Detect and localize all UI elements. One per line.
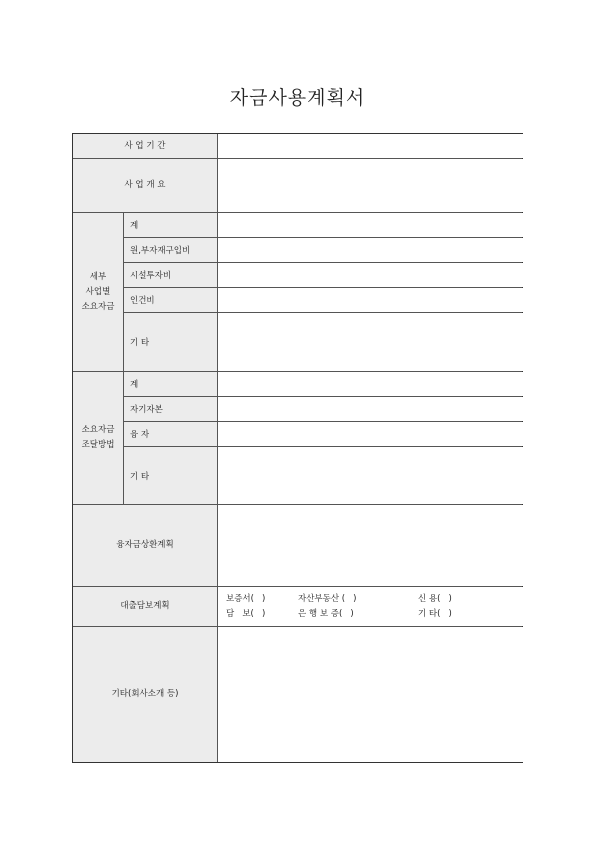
divider xyxy=(123,421,522,422)
option-collateral[interactable]: 담 보( ) xyxy=(226,609,266,619)
label-detail-group-line2: 사업별 xyxy=(85,286,111,297)
label-funding-equity: 자기자본 xyxy=(124,397,217,421)
label-collateral-plan: 대출담보계획 xyxy=(73,587,217,626)
divider xyxy=(123,287,522,288)
field-repayment-plan[interactable] xyxy=(218,505,523,586)
field-detail-labor[interactable] xyxy=(218,288,523,312)
label-funding-loan: 융 자 xyxy=(124,422,217,446)
label-detail-group-line3: 소요자금 xyxy=(81,301,115,312)
document-title: 자금사용계획서 xyxy=(229,87,366,109)
field-business-overview[interactable] xyxy=(218,159,523,212)
divider xyxy=(123,237,522,238)
divider xyxy=(123,312,522,313)
label-detail-other: 기 타 xyxy=(124,313,217,371)
divider xyxy=(73,504,522,505)
field-detail-material[interactable] xyxy=(218,238,523,262)
label-funding-group xyxy=(73,372,123,504)
label-misc: 기타(회사소개 등) xyxy=(73,627,217,762)
option-credit[interactable]: 신 용( ) xyxy=(418,594,452,604)
divider xyxy=(73,158,522,159)
option-real-estate[interactable]: 자산부동산 ( ) xyxy=(298,594,357,604)
divider xyxy=(123,212,124,504)
label-business-period: 사 업 기 간 xyxy=(73,134,217,158)
divider xyxy=(73,371,522,372)
label-detail-group-line1: 세부 xyxy=(89,271,107,282)
field-detail-facility[interactable] xyxy=(218,263,523,287)
field-funding-loan[interactable] xyxy=(218,422,523,446)
label-funding-other: 기 타 xyxy=(124,447,217,504)
field-detail-other[interactable] xyxy=(218,313,523,371)
field-misc[interactable] xyxy=(218,627,523,762)
divider xyxy=(123,262,522,263)
label-detail-labor: 인건비 xyxy=(124,288,217,312)
fund-plan-form xyxy=(72,133,523,763)
divider xyxy=(73,626,522,627)
field-collateral-plan xyxy=(218,587,523,626)
field-detail-total[interactable] xyxy=(218,213,523,237)
label-detail-total: 계 xyxy=(124,213,217,237)
label-funding-group-line1: 소요자금 xyxy=(81,425,115,435)
divider xyxy=(123,446,522,447)
option-bank-guarantee[interactable]: 은 행 보 증( ) xyxy=(298,609,354,619)
divider xyxy=(73,586,522,587)
label-business-overview: 사 업 개 요 xyxy=(73,159,217,212)
field-funding-other[interactable] xyxy=(218,447,523,504)
label-funding-group-line2: 조달방법 xyxy=(81,440,115,450)
divider xyxy=(123,396,522,397)
divider xyxy=(217,134,218,762)
label-detail-facility: 시설투자비 xyxy=(124,263,217,287)
field-funding-total[interactable] xyxy=(218,372,523,396)
field-business-period[interactable] xyxy=(218,134,523,158)
label-detail-group xyxy=(73,213,123,371)
field-funding-equity[interactable] xyxy=(218,397,523,421)
label-funding-total: 계 xyxy=(124,372,217,396)
label-detail-material: 원,부자재구입비 xyxy=(124,238,217,262)
option-other[interactable]: 기 타( ) xyxy=(418,609,452,619)
label-repayment-plan: 융자금상환계획 xyxy=(73,505,217,586)
divider xyxy=(73,212,522,213)
option-guarantor[interactable]: 보증서( ) xyxy=(226,594,266,604)
